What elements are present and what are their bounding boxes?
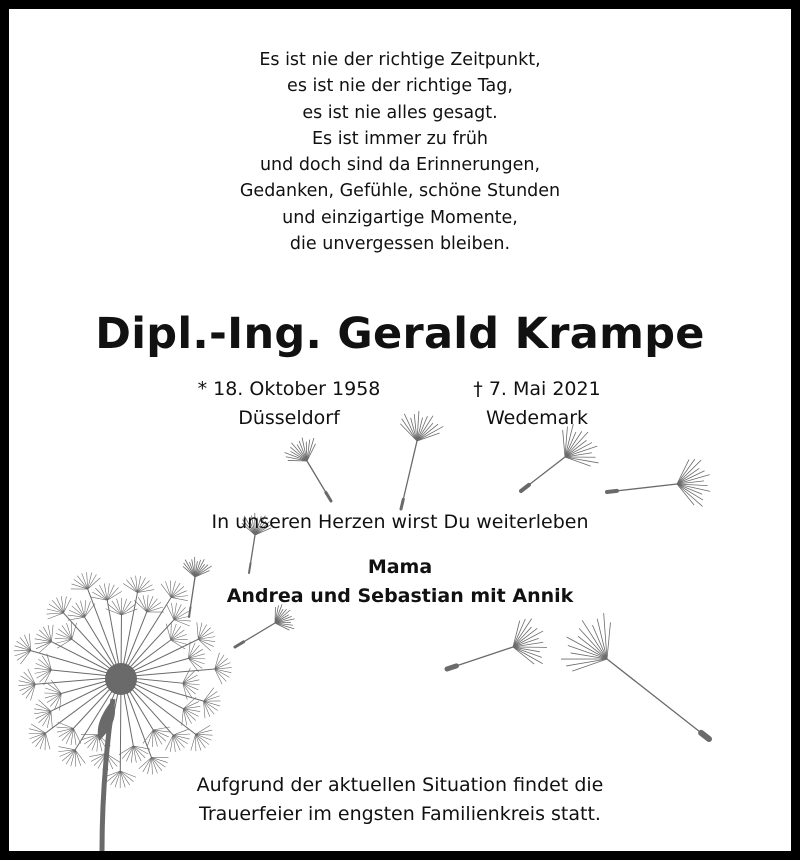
birth-place: Düsseldorf bbox=[238, 407, 340, 429]
mourner-line: Andrea und Sebastian mit Annik bbox=[226, 585, 574, 607]
deceased-name: Dipl.-Ing. Gerald Krampe bbox=[95, 309, 705, 359]
poem-line: Gedanken, Gefühle, schöne Stunden bbox=[239, 181, 561, 202]
poem-line: Es ist immer zu früh bbox=[312, 128, 488, 149]
funeral-note bbox=[9, 771, 791, 829]
mourner-line: Mama bbox=[367, 556, 433, 578]
poem-line: die unvergessen bleiben. bbox=[289, 234, 511, 255]
dandelion-seed bbox=[561, 613, 709, 739]
death-date: † 7. Mai 2021 bbox=[473, 378, 601, 400]
poem-line: es ist nie der richtige Tag, bbox=[287, 76, 513, 97]
funeral-note-line: Trauerfeier im engsten Familienkreis statt. bbox=[199, 803, 601, 825]
funeral-note-line: Aufgrund der aktuellen Situation findet die bbox=[196, 774, 604, 796]
poem-line: und doch sind da Erinnerungen, bbox=[259, 155, 541, 176]
death-place: Wedemark bbox=[485, 407, 589, 429]
dandelion-seed bbox=[447, 619, 547, 669]
dandelion-seed bbox=[607, 459, 710, 506]
birth-date: * 18. Oktober 1958 bbox=[197, 378, 381, 400]
mourners bbox=[9, 553, 791, 611]
dandelion-seed bbox=[521, 424, 598, 491]
birth-info bbox=[159, 375, 419, 433]
poem bbox=[9, 47, 791, 257]
death-info bbox=[407, 375, 667, 433]
poem-line: es ist nie alles gesagt. bbox=[302, 102, 498, 123]
dandelion-seed bbox=[285, 438, 331, 501]
poem-line: und einzigartige Momente, bbox=[282, 207, 518, 228]
poem-line: Es ist nie der richtige Zeitpunkt, bbox=[259, 50, 541, 70]
memorial-motto: In unseren Herzen wirst Du weiterleben bbox=[211, 511, 589, 533]
